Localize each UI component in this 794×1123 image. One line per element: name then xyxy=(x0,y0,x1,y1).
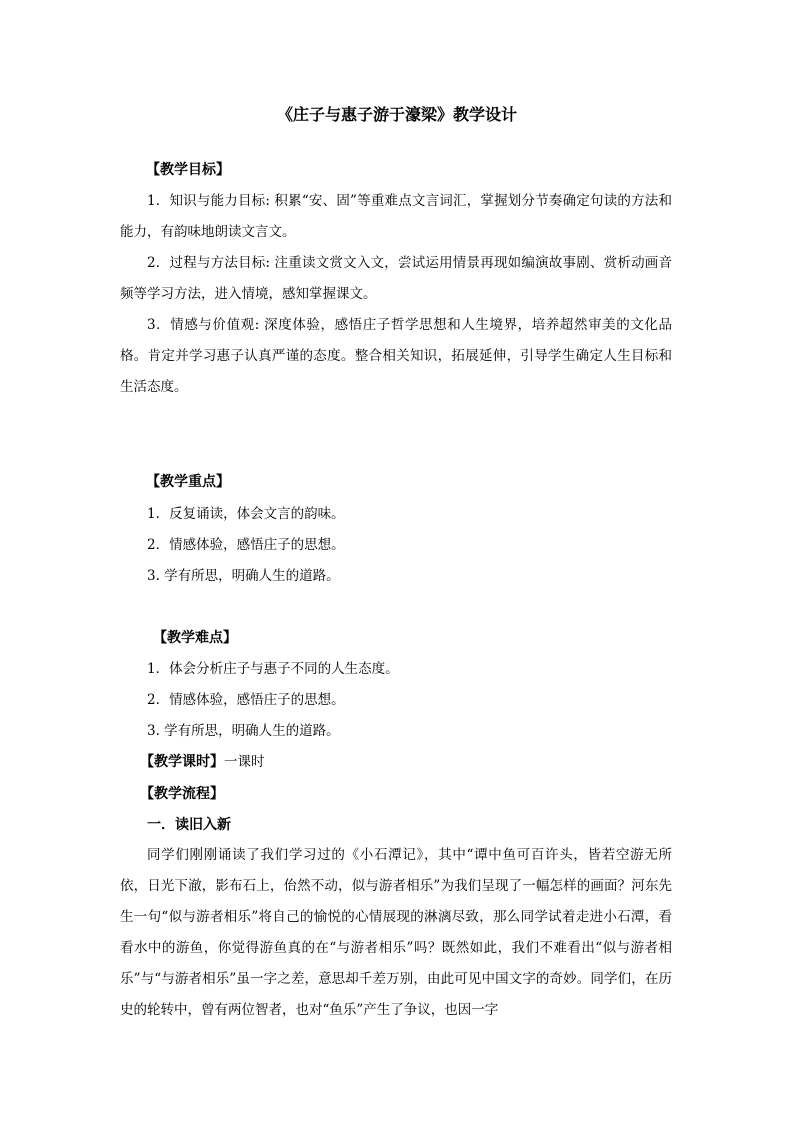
process-heading: 【教学流程】 xyxy=(140,786,224,802)
goals-heading: 【教学目标】 xyxy=(146,162,230,178)
difficulty-item-3: 3. 学有所思，明确人生的道路。 xyxy=(147,723,340,739)
key-point-item-3: 3. 学有所思，明确人生的道路。 xyxy=(147,568,340,584)
key-point-item-2: 2．情感体验，感悟庄子的思想。 xyxy=(147,537,345,553)
key-points-heading: 【教学重点】 xyxy=(146,474,230,490)
goal-item-1: 1．知识与能力目标: 积累“安、固”等重难点文言词汇，掌握划分节奏确定句读的方法和能力，有韵味地朗读文言文。 xyxy=(120,193,672,240)
process-section1-title: 一．读旧入新 xyxy=(147,817,231,833)
process-section1-text: 同学们刚刚诵读了我们学习过的《小石潭记》，其中“谭中鱼可百许头，皆若空游无所依，日光下澈，影布石上，佁然不动，似与游者相乐”为我们呈现了一幅怎样的画面？河东先生一句“似与游者相乐”将自己的愉悦的心情展现的淋漓尽致，那么同学试着走进小石潭，看看水中的游鱼，你觉得游鱼真的在“与游者相乐”吗？既然如此，我们不难看出“似与游者相乐”与“与游者相乐”虽一字之差，意思却千差万别，由此可见中国文字的奇妙。同学们，在历史的轮转中，曾有两位智者，也对“鱼乐”产生了争议，也因一字 xyxy=(120,847,672,1018)
lesson-hours-heading: 【教学课时】 xyxy=(140,754,224,770)
lesson-hours-row xyxy=(140,752,265,772)
lesson-hours-value: 一课时 xyxy=(224,754,265,770)
key-point-item-1: 1．反复诵读，体会文言的韵味。 xyxy=(147,506,345,522)
difficulty-item-1: 1．体会分析庄子与惠子不同的人生态度。 xyxy=(147,661,399,677)
goal-item-2: 2．过程与方法目标: 注重读文赏文入文，尝试运用情景再现如编演故事剧、赏析动画音频等学习方法，进入情境，感知掌握课文。 xyxy=(120,255,672,302)
goal-item-3: 3．情感与价值观: 深度体验，感悟庄子哲学思想和人生境界，培养超然审美的文化品格。肯定并学习惠子认真严谨的态度。整合相关知识，拓展延伸，引导学生确定人生目标和生活态度。 xyxy=(120,317,672,395)
document-title: 《庄子与惠子游于濠梁》教学设计 xyxy=(276,105,517,124)
difficulties-heading: 【教学难点】 xyxy=(153,630,237,646)
difficulty-item-2: 2．情感体验，感悟庄子的思想。 xyxy=(147,692,345,708)
